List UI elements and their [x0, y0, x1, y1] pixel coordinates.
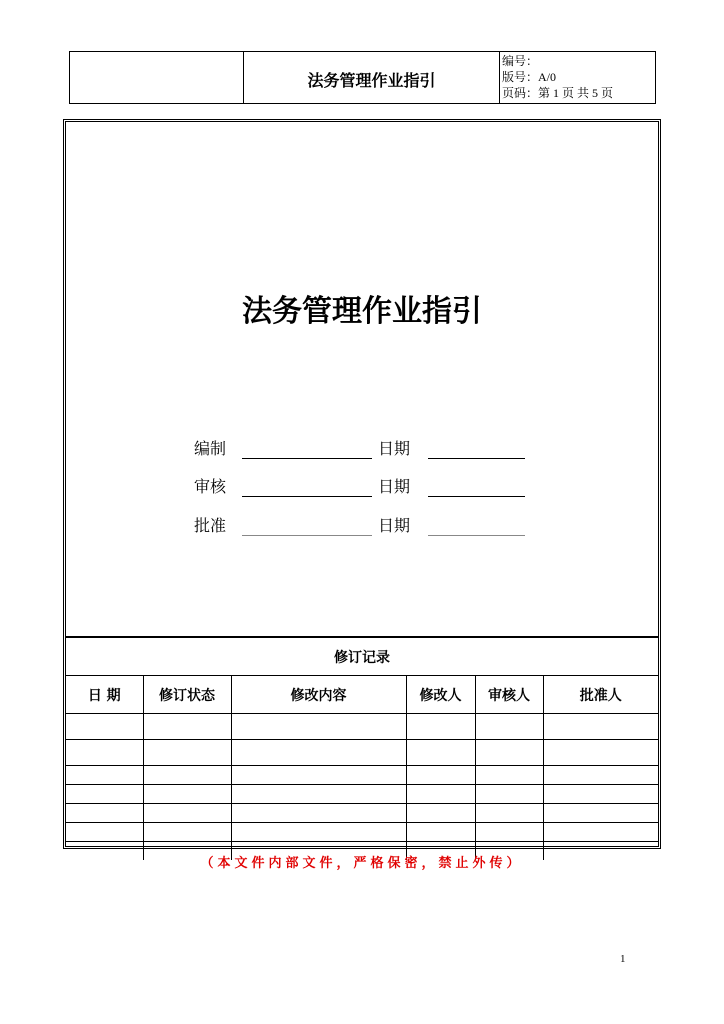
col-reviewer: 审核人 [475, 676, 543, 714]
date-label: 日期 [378, 477, 411, 496]
table-row [66, 804, 658, 823]
table-row [66, 785, 658, 804]
date-label: 日期 [378, 516, 411, 535]
page-header [69, 51, 656, 104]
col-date: 日 期 [66, 676, 143, 714]
date-line [428, 496, 525, 497]
table-row [66, 766, 658, 785]
table-row [66, 740, 658, 766]
header-version: 版号：A/0 [502, 69, 557, 84]
table-row [66, 823, 658, 842]
cover-frame [63, 119, 661, 849]
header-number: 编号： [502, 53, 539, 68]
signature-role: 批准 [194, 516, 227, 535]
signature-line [242, 496, 372, 497]
date-line [428, 535, 525, 536]
signature-line [242, 535, 372, 536]
col-approver: 批准人 [543, 676, 658, 714]
revision-header-row [66, 676, 658, 714]
header-logo-cell [70, 52, 244, 103]
revision-table [66, 636, 658, 860]
signature-role: 编制 [194, 439, 227, 458]
cover-title: 法务管理作业指引 [242, 294, 482, 329]
header-page: 页码：第 1 页 共 5 页 [502, 86, 614, 101]
date-line [428, 458, 525, 459]
header-title: 法务管理作业指引 [244, 52, 500, 103]
revision-title: 修订记录 [66, 637, 658, 676]
table-row [66, 714, 658, 740]
header-meta [500, 52, 655, 103]
signature-role: 审核 [194, 477, 227, 496]
date-label: 日期 [378, 439, 411, 458]
signature-line [242, 458, 372, 459]
col-content: 修改内容 [231, 676, 406, 714]
col-modifier: 修改人 [406, 676, 475, 714]
confidential-notice: （本文件内部文件，严格保密，禁止外传） [200, 856, 524, 871]
page-number: 1 [620, 953, 626, 965]
col-status: 修订状态 [143, 676, 231, 714]
